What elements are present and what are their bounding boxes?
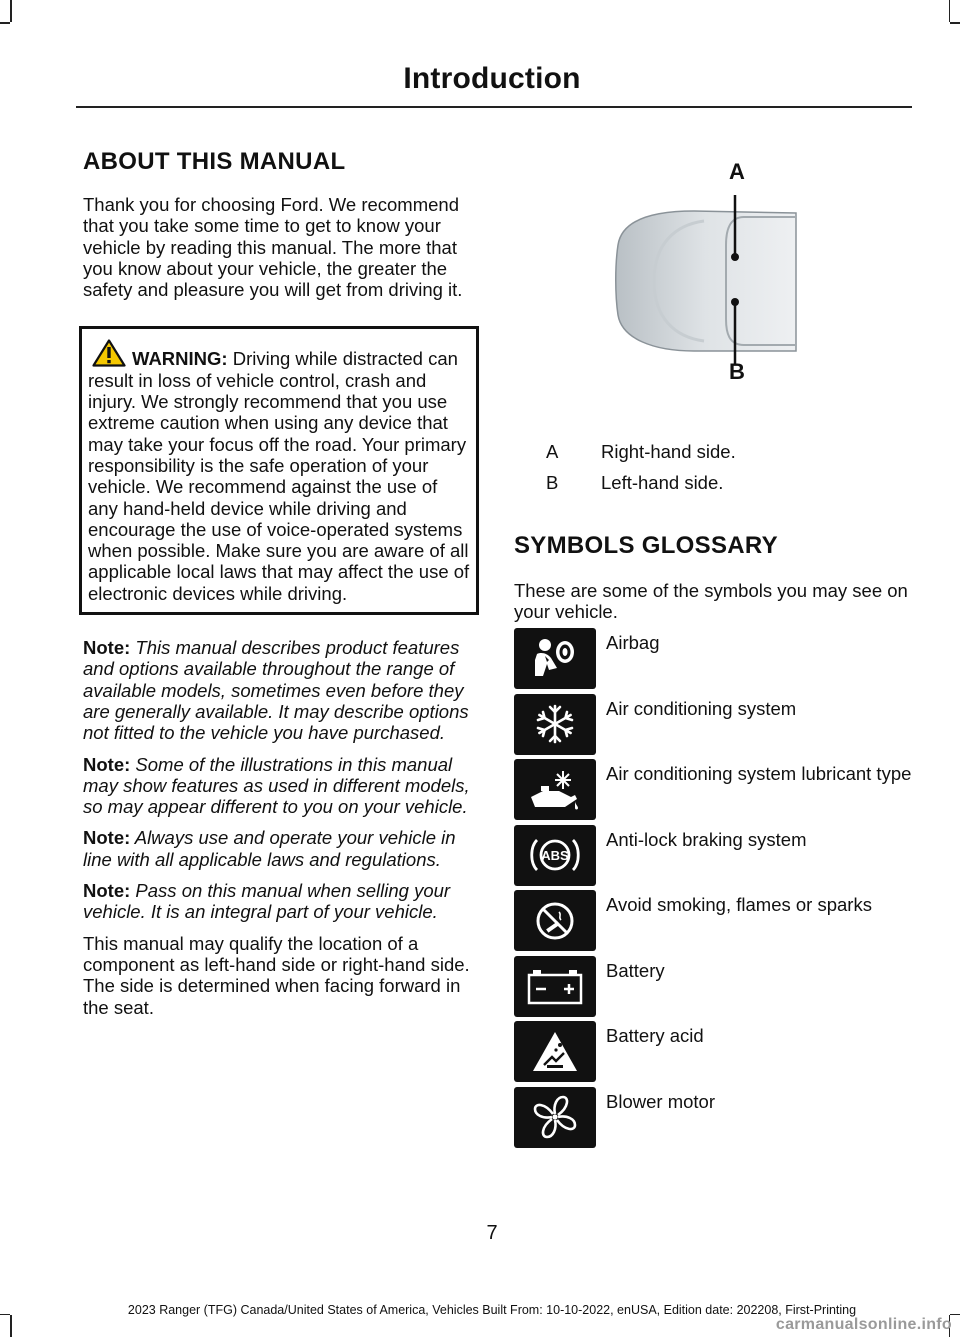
symbol-row	[514, 1021, 914, 1087]
crop-mark	[0, 22, 10, 24]
symbol-label: Air conditioning system lubricant type	[606, 763, 912, 784]
symbol-label: Battery acid	[606, 1025, 704, 1046]
diagram-label-a: A	[729, 159, 745, 184]
blower-motor-icon	[514, 1087, 596, 1148]
page-number: 7	[486, 1222, 498, 1244]
symbol-label: Blower motor	[606, 1090, 715, 1112]
symbol-label: Anti-lock braking system	[606, 828, 807, 850]
crop-mark	[950, 22, 960, 24]
symbol-label: Avoid smoking, flames or sparks	[606, 894, 872, 915]
crop-mark	[10, 0, 12, 22]
watermark: carmanualsonline.info	[775, 1316, 952, 1333]
battery-acid-icon	[514, 1021, 596, 1082]
note-text: Pass on this manual when selling your vehicle. It is an integral part of your vehicle.	[83, 880, 451, 923]
warning-label: WARNING:	[132, 348, 228, 370]
legend-value: Left-hand side.	[601, 472, 724, 493]
section-heading-about: ABOUT THIS MANUAL	[83, 148, 346, 175]
symbol-row	[514, 694, 914, 760]
warning-triangle-icon	[92, 339, 126, 367]
note	[83, 827, 475, 870]
side-definition-paragraph: This manual may qualify the location of a component as left-hand side or right-hand side. The side is determined when facing forward in the seat.	[83, 932, 470, 1018]
battery-icon	[514, 956, 596, 1017]
page-footer: 2023 Ranger (TFG) Canada/United States of America, Vehicles Built From: 10-10-2022, enUSA, Edition date: 202208, First-Printing	[127, 1303, 857, 1317]
legend-key: A	[546, 441, 559, 462]
symbol-row	[514, 890, 914, 956]
symbol-row	[514, 759, 914, 825]
warning-text: Driving while distracted can result in loss of vehicle control, crash and injury. We strongly recommend that you use extreme caution when using any device that may take your focus off the road. Your primary responsibility is the safe operation of your vehicle. We recommend against the use of any hand-held device while driving and encourage the use of voice-operated systems when possible. Make sure you are aware of all applicable local laws that may affect the use of electronic devices while driving.	[88, 348, 470, 604]
abs-text: ABS	[541, 848, 569, 863]
no-smoking-icon	[514, 890, 596, 951]
symbol-row	[514, 825, 914, 891]
note-text: Always use and operate your vehicle in line with all applicable laws and regulations.	[83, 827, 456, 870]
note-text: This manual describes product features and options available throughout the range of available models, sometimes even before they are generally available. It may describe options not fitted to the vehicle you have purchased.	[83, 637, 469, 744]
note	[83, 880, 475, 923]
glossary-intro: These are some of the symbols you may see on your vehicle.	[514, 580, 908, 623]
note-label: Note:	[83, 637, 131, 659]
section-heading-symbols: SYMBOLS GLOSSARY	[514, 532, 778, 559]
crop-mark	[10, 1315, 12, 1337]
note-text: Some of the illustrations in this manual may show features as used in different models, so may appear different to you on your vehicle.	[83, 753, 470, 818]
symbol-row	[514, 956, 914, 1022]
airbag-icon	[514, 628, 596, 689]
symbols-list	[514, 628, 914, 1152]
note	[83, 754, 475, 818]
vehicle-side-diagram	[614, 155, 804, 385]
abs-icon	[514, 825, 596, 886]
note-label: Note:	[83, 880, 131, 902]
legend-key: B	[546, 472, 559, 493]
header-divider	[76, 106, 912, 108]
about-intro-paragraph: Thank you for choosing Ford. We recommend that you take some time to get to know your vehicle by reading this manual. The more that you know about your vehicle, the greater the safety and pleasure you will get from driving it.	[83, 194, 463, 301]
page-header-title: Introduction	[403, 62, 581, 95]
diagram-label-b: B	[729, 359, 745, 384]
legend-value: Right-hand side.	[601, 441, 736, 462]
symbol-label: Battery	[606, 959, 665, 981]
warning-box	[79, 326, 479, 615]
symbol-row	[514, 628, 914, 694]
note-label: Note:	[83, 753, 131, 775]
air-conditioning-icon	[514, 694, 596, 755]
crop-mark	[949, 0, 951, 22]
symbol-label: Airbag	[606, 632, 660, 653]
note	[83, 637, 475, 743]
symbol-label: Air conditioning system	[606, 697, 797, 719]
ac-lubricant-icon	[514, 759, 596, 820]
left-column	[83, 148, 475, 1018]
symbol-row	[514, 1087, 914, 1153]
note-label: Note:	[83, 827, 131, 849]
